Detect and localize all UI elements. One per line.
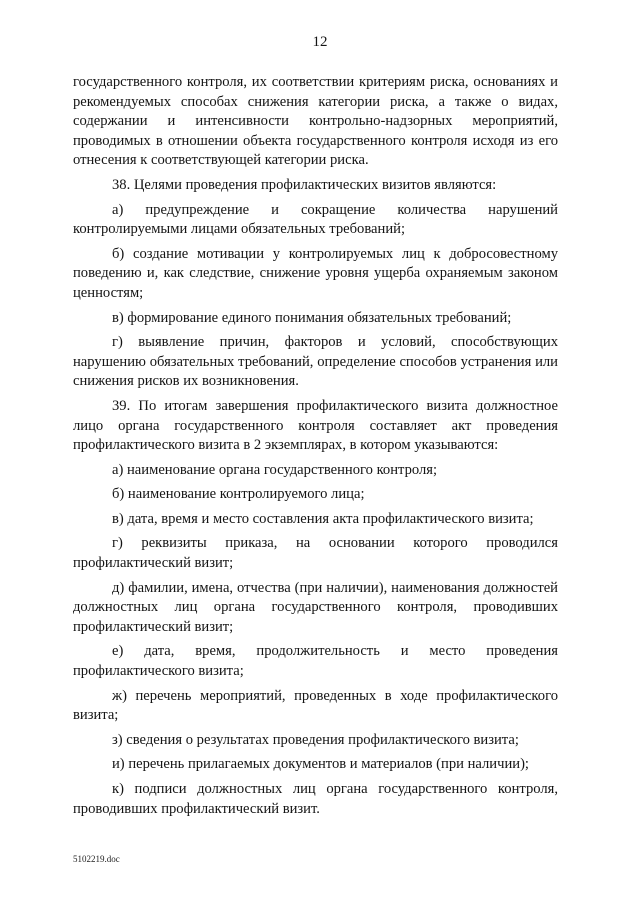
document-body <box>73 73 558 819</box>
list-item: ж) перечень мероприятий, проведенных в ходе профилактического визита; <box>73 687 558 724</box>
list-item: в) формирование единого понимания обязательных требований; <box>112 309 512 326</box>
list-item: а) предупреждение и сокращение количества нарушений контролируемыми лицами обязательных требований; <box>73 201 558 238</box>
list-item: г) реквизиты приказа, на основании которого проводился профилактический визит; <box>73 535 558 572</box>
document-file-code: 5102219.doc <box>73 854 120 864</box>
list-item: д) фамилии, имена, отчества (при наличии), наименования должностей должностных лиц органа государственного контроля, проводивших профилактический визит; <box>73 579 558 635</box>
paragraph-continuation: государственного контроля, их соответствии критериям риска, основаниях и рекомендуемых способах снижения категории риска, а также о видах, содержании и интенсивности контрольно-надзорных мероприятий, проводимых в отношении объекта государственного контроля исходя из его отнесения к соответствующей категории риска. <box>73 74 558 169</box>
page-number: 12 <box>312 34 328 50</box>
list-item: и) перечень прилагаемых документов и материалов (при наличии); <box>112 756 529 773</box>
list-item: е) дата, время, продолжительность и место проведения профилактического визита; <box>73 643 558 680</box>
list-item: б) создание мотивации у контролируемых лиц к добросовестному поведению и, как следствие, снижение уровня ущерба охраняемым законом ценностям; <box>73 245 558 301</box>
list-item: б) наименование контролируемого лица; <box>112 486 365 503</box>
list-item: г) выявление причин, факторов и условий, способствующих нарушению обязательных требований, определение способов устранения или снижения рисков их возникновения. <box>73 334 558 390</box>
list-item: а) наименование органа государственного контроля; <box>112 461 438 478</box>
paragraph-item-38: 38. Целями проведения профилактических визитов являются: <box>112 176 497 193</box>
list-item: к) подписи должностных лиц органа государственного контроля, проводивших профилактический визит. <box>73 781 558 817</box>
paragraph-item-39: 39. По итогам завершения профилактического визита должностное лицо органа государственного контроля составляет акт проведения профилактического визита в 2 экземплярах, в котором указываются: <box>73 397 558 454</box>
list-item: з) сведения о результатах проведения профилактического визита; <box>112 731 519 748</box>
list-item: в) дата, время и место составления акта профилактического визита; <box>112 510 534 527</box>
